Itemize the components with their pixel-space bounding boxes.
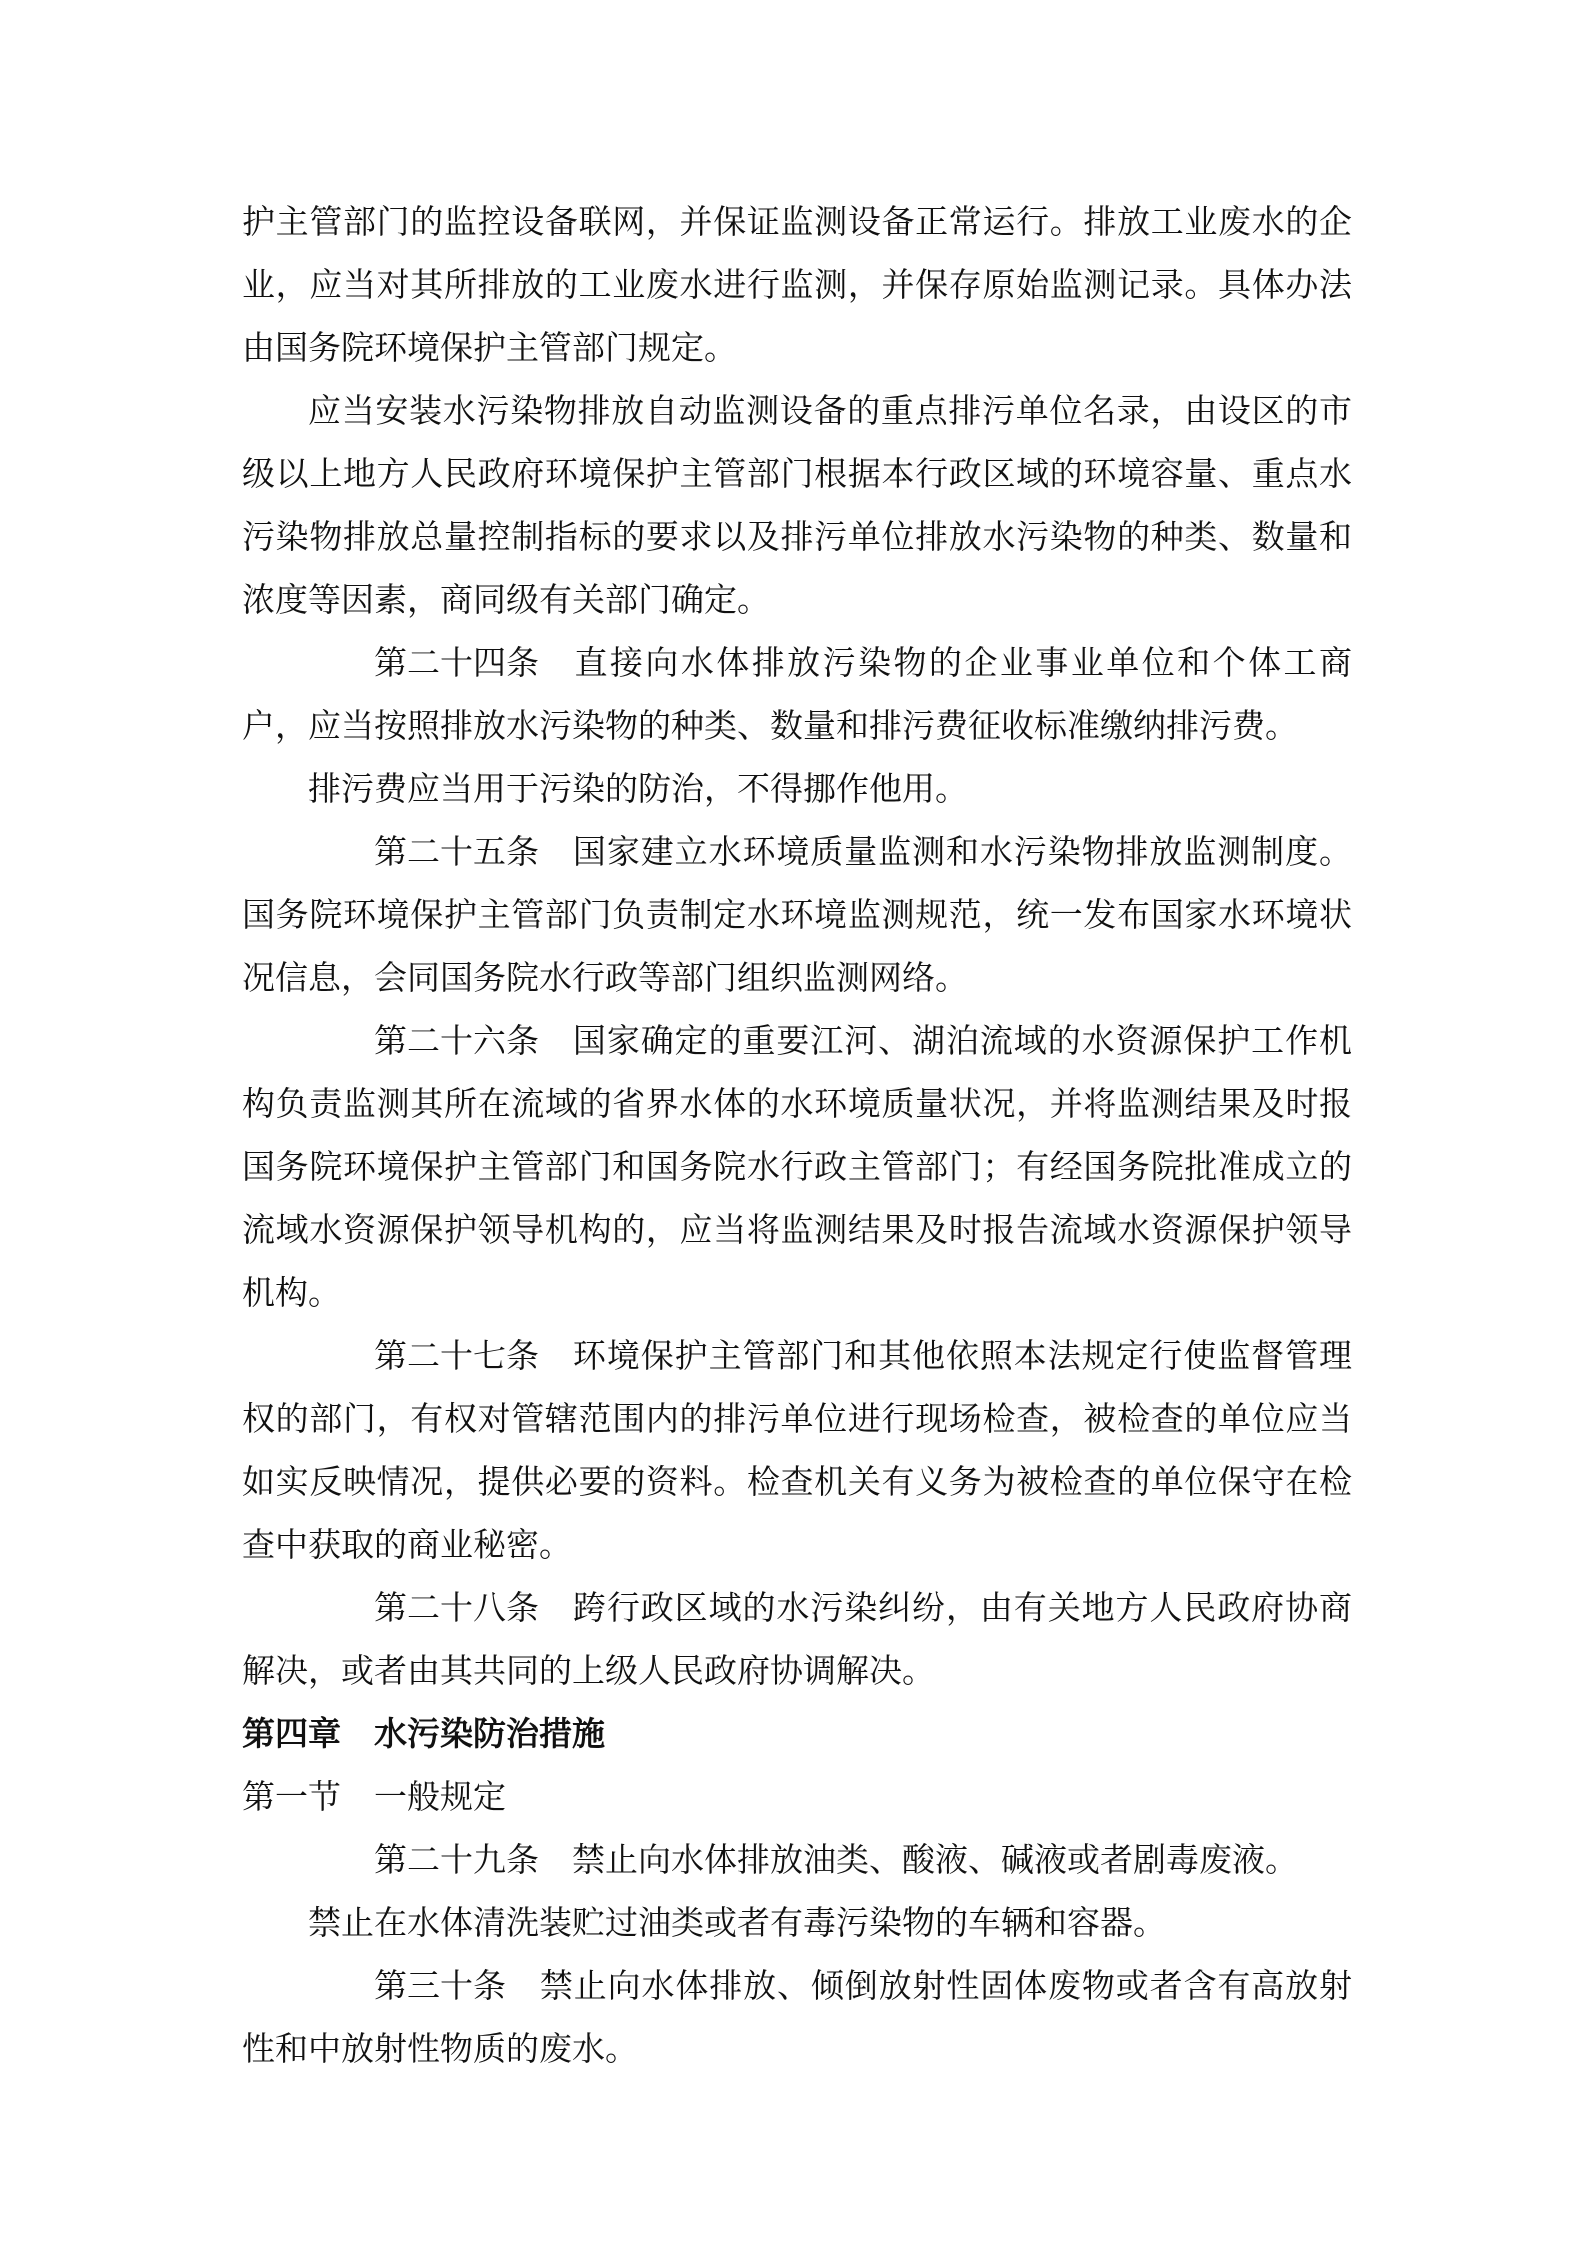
paragraph-vehicle-cleaning <box>242 1891 1352 1954</box>
article-29 <box>242 1828 1352 1891</box>
article-28 <box>242 1576 1352 1702</box>
paragraph-continued <box>242 190 1352 379</box>
paragraph-monitoring-list <box>242 379 1352 631</box>
article-27 <box>242 1324 1352 1576</box>
article-number: 第二十五条 <box>374 832 539 871</box>
paragraph-fee-use <box>242 757 1352 820</box>
paragraph-text: 应当安装水污染物排放自动监测设备的重点排污单位名录，由设区的市级以上地方人民政府环境保护主管部门根据本行政区域的环境容量、重点水污染物排放总量控制指标的要求以及排污单位排放水污染物的种类、数量和浓度等因素，商同级有关部门确定。 <box>242 391 1352 619</box>
article-number: 第二十七条 <box>374 1336 539 1375</box>
article-text: 环境保护主管部门和其他依照本法规定行使监督管理权的部门，有权对管辖范围内的排污单位进行现场检查，被检查的单位应当如实反映情况，提供必要的资料。检查机关有义务为被检查的单位保守在检查中获取的商业秘密。 <box>242 1336 1352 1564</box>
article-25 <box>242 820 1352 1009</box>
paragraph-text: 护主管部门的监控设备联网，并保证监测设备正常运行。排放工业废水的企业，应当对其所排放的工业废水进行监测，并保存原始监测记录。具体办法由国务院环境保护主管部门规定。 <box>242 202 1352 367</box>
article-text: 禁止向水体排放油类、酸液、碱液或者剧毒废液。 <box>572 1840 1298 1879</box>
section-heading <box>242 1765 1352 1828</box>
article-number: 第二十六条 <box>374 1021 539 1060</box>
article-text: 直接向水体排放污染物的企业事业单位和个体工商户，应当按照排放水污染物的种类、数量和排污费征收标准缴纳排污费。 <box>242 643 1352 745</box>
article-text: 国家确定的重要江河、湖泊流域的水资源保护工作机构负责监测其所在流域的省界水体的水环境质量状况，并将监测结果及时报国务院环境保护主管部门和国务院水行政主管部门；有经国务院批准成立的流域水资源保护领导机构的，应当将监测结果及时报告流域水资源保护领导机构。 <box>242 1021 1352 1312</box>
section-number: 第一节 <box>242 1777 341 1816</box>
chapter-heading <box>242 1702 1352 1765</box>
article-number: 第三十条 <box>374 1966 506 2005</box>
article-30 <box>242 1954 1352 2080</box>
paragraph-text: 排污费应当用于污染的防治，不得挪作他用。 <box>308 769 968 808</box>
article-26 <box>242 1009 1352 1324</box>
article-text: 跨行政区域的水污染纠纷，由有关地方人民政府协商解决，或者由其共同的上级人民政府协调解决。 <box>242 1588 1352 1690</box>
document-body <box>242 190 1352 2080</box>
article-number: 第二十八条 <box>374 1588 539 1627</box>
section-title: 一般规定 <box>374 1777 506 1816</box>
paragraph-text: 禁止在水体清洗装贮过油类或者有毒污染物的车辆和容器。 <box>308 1903 1166 1942</box>
article-text: 国家建立水环境质量监测和水污染物排放监测制度。国务院环境保护主管部门负责制定水环境监测规范，统一发布国家水环境状况信息，会同国务院水行政等部门组织监测网络。 <box>242 832 1352 997</box>
chapter-number: 第四章 <box>242 1714 341 1753</box>
article-24 <box>242 631 1352 757</box>
article-number: 第二十九条 <box>374 1840 539 1879</box>
article-text: 禁止向水体排放、倾倒放射性固体废物或者含有高放射性和中放射性物质的废水。 <box>242 1966 1352 2068</box>
chapter-title: 水污染防治措施 <box>374 1714 605 1753</box>
article-number: 第二十四条 <box>374 643 539 682</box>
